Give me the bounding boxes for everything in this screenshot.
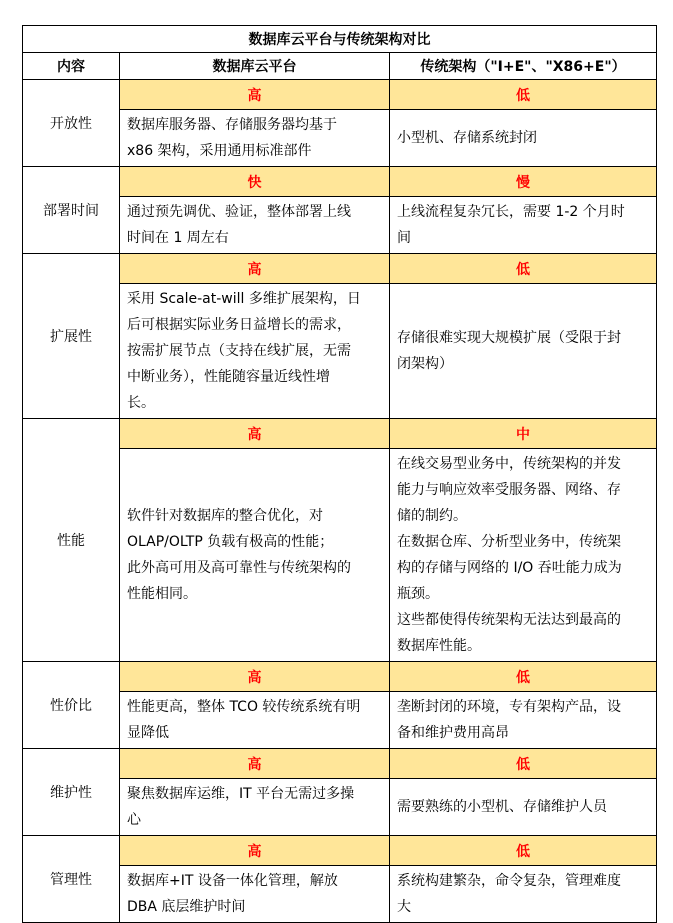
row-category: 开放性 <box>23 80 120 167</box>
rating-row <box>23 254 657 284</box>
cloud-description <box>120 779 390 836</box>
traditional-rating: 低 <box>390 749 657 779</box>
traditional-description <box>390 197 657 254</box>
description-line: 后可根据实际业务日益增长的需求， <box>127 317 351 333</box>
cloud-description <box>120 449 390 662</box>
description-line: x86 架构，采用通用标准部件 <box>127 143 312 159</box>
description-line: 此外高可用及高可靠性与传统架构的 <box>127 560 351 576</box>
traditional-rating: 低 <box>390 80 657 110</box>
description-line: 储的制约。 <box>397 508 467 524</box>
rating-row <box>23 836 657 866</box>
description-line: 数据库服务器、存储服务器均基于 <box>127 117 337 133</box>
cloud-rating: 快 <box>120 167 390 197</box>
row-category: 扩展性 <box>23 254 120 419</box>
rating-row <box>23 167 657 197</box>
cloud-description <box>120 110 390 167</box>
description-line: 显降低 <box>127 725 169 741</box>
rating-row <box>23 662 657 692</box>
header-traditional: 传统架构（"I+E"、"X86+E"） <box>390 53 657 80</box>
row-category: 性能 <box>23 419 120 662</box>
description-line: 这些都使得传统架构无法达到最高的 <box>397 612 621 628</box>
traditional-rating: 低 <box>390 662 657 692</box>
row-category: 维护性 <box>23 749 120 836</box>
rating-row <box>23 419 657 449</box>
description-line: 长。 <box>127 395 155 411</box>
description-line: 小型机、存储系统封闭 <box>397 130 537 146</box>
description-line: 时间在 1 周左右 <box>127 230 229 246</box>
description-line: OLAP/OLTP 负载有极高的性能； <box>127 534 334 550</box>
row-category: 部署时间 <box>23 167 120 254</box>
description-line: 闭架构） <box>397 356 453 372</box>
description-line: 性能相同。 <box>127 586 197 602</box>
rating-row <box>23 80 657 110</box>
traditional-description <box>390 692 657 749</box>
description-line: 垄断封闭的环境，专有架构产品，设 <box>397 699 621 715</box>
description-line: 存储很难实现大规模扩展（受限于封 <box>397 330 621 346</box>
rating-row <box>23 749 657 779</box>
description-line: 间 <box>397 230 411 246</box>
cloud-description <box>120 692 390 749</box>
description-line: 上线流程复杂冗长，需要 1-2 个月时 <box>397 204 625 220</box>
cloud-rating: 高 <box>120 749 390 779</box>
traditional-description <box>390 779 657 836</box>
description-line: 大 <box>397 899 411 915</box>
cloud-rating: 高 <box>120 662 390 692</box>
cloud-rating: 高 <box>120 254 390 284</box>
cloud-rating: 高 <box>120 419 390 449</box>
description-line: 心 <box>127 812 141 828</box>
traditional-description <box>390 449 657 662</box>
description-line: 瓶颈。 <box>397 586 439 602</box>
header-cloud-platform: 数据库云平台 <box>120 53 390 80</box>
description-line: 数据库+IT 设备一体化管理，解放 <box>127 873 338 889</box>
description-line: 系统构建繁杂，命令复杂，管理难度 <box>397 873 621 889</box>
cloud-rating: 高 <box>120 80 390 110</box>
traditional-description <box>390 866 657 923</box>
row-category: 管理性 <box>23 836 120 923</box>
description-line: DBA 底层维护时间 <box>127 899 246 915</box>
description-line: 通过预先调优、验证，整体部署上线 <box>127 204 351 220</box>
description-line: 软件针对数据库的整合优化，对 <box>127 508 323 524</box>
header-content: 内容 <box>23 53 120 80</box>
description-line: 备和维护费用高昂 <box>397 725 509 741</box>
cloud-description <box>120 866 390 923</box>
traditional-rating: 慢 <box>390 167 657 197</box>
description-line: 构的存储与网络的 I/O 吞吐能力成为 <box>397 560 622 576</box>
traditional-description <box>390 110 657 167</box>
description-line: 按需扩展节点（支持在线扩展，无需 <box>127 343 351 359</box>
description-line: 需要熟练的小型机、存储维护人员 <box>397 799 607 815</box>
description-line: 中断业务），性能随容量近线性增 <box>127 369 330 385</box>
description-line: 在数据仓库、分析型业务中，传统架 <box>397 534 621 550</box>
description-line: 数据库性能。 <box>397 638 481 654</box>
traditional-rating: 低 <box>390 836 657 866</box>
comparison-table <box>22 25 657 923</box>
description-line: 能力与响应效率受服务器、网络、存 <box>397 482 621 498</box>
traditional-description <box>390 284 657 419</box>
row-category: 性价比 <box>23 662 120 749</box>
description-line: 聚焦数据库运维，IT 平台无需过多操 <box>127 786 355 802</box>
cloud-description <box>120 197 390 254</box>
traditional-rating: 中 <box>390 419 657 449</box>
description-line: 在线交易型业务中，传统架构的并发 <box>397 456 621 472</box>
description-line: 采用 Scale-at-will 多维扩展架构，日 <box>127 291 361 307</box>
table-title: 数据库云平台与传统架构对比 <box>23 26 657 53</box>
traditional-rating: 低 <box>390 254 657 284</box>
cloud-rating: 高 <box>120 836 390 866</box>
cloud-description <box>120 284 390 419</box>
description-line: 性能更高，整体 TCO 较传统系统有明 <box>127 699 361 715</box>
